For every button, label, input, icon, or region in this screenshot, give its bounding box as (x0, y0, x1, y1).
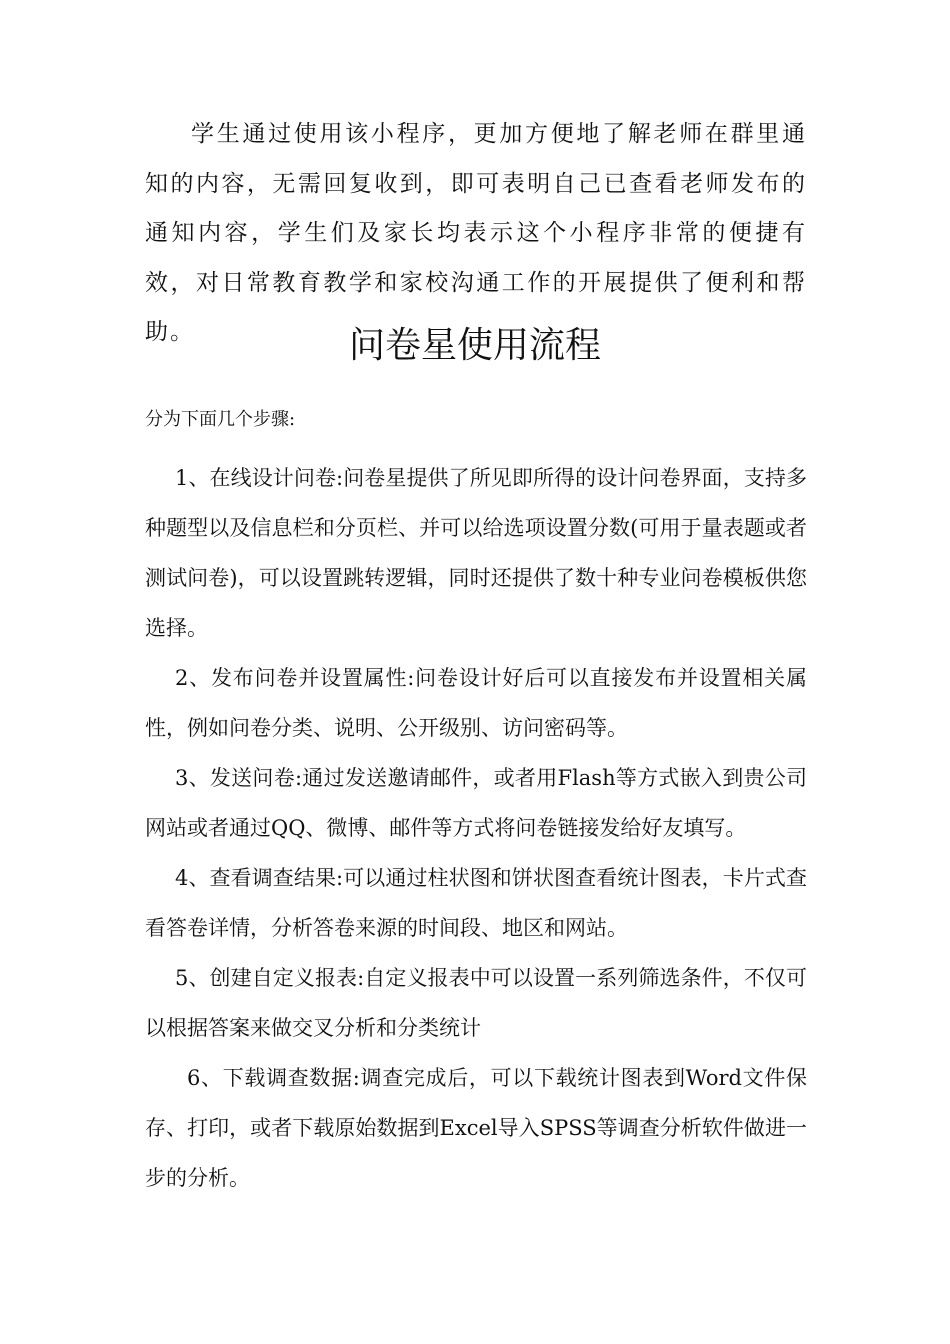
step-1: 1、在线设计问卷:问卷星提供了所见即所得的设计问卷界面，支持多种题型以及信息栏和分页栏、并可以给选项设置分数(可用于量表题或者测试问卷)，可以设置跳转逻辑，同时还提供了数十种专业问卷模板供您选择。 (145, 466, 807, 640)
step-6: 6、下载调查数据:调查完成后，可以下载统计图表到Word文件保存、打印，或者下载原始数据到Excel导入SPSS等调查分析软件做进一步的分析。 (145, 1066, 807, 1190)
intro-paragraph: 学生通过使用该小程序，更加方便地了解老师在群里通知的内容，无需回复收到，即可表明自己已查看老师发布的通知内容，学生们及家长均表示这个小程序非常的便捷有效，对日常教育教学和家校沟通工作的开展提供了便利和帮助。 (145, 121, 807, 345)
step-5: 5、创建自定义报表:自定义报表中可以设置一系列筛选条件，不仅可以根据答案来做交叉分析和分类统计 (145, 966, 807, 1040)
section-title: 问卷星使用流程 (348, 325, 601, 366)
step-3: 3、发送问卷:通过发送邀请邮件，或者用Flash等方式嵌入到贵公司网站或者通过QQ、微博、邮件等方式将问卷链接发给好友填写。 (145, 766, 807, 840)
steps-intro: 分为下面几个步骤: (145, 409, 296, 430)
step-4: 4、查看调查结果:可以通过柱状图和饼状图查看统计图表，卡片式查看答卷详情，分析答卷来源的时间段、地区和网站。 (145, 866, 807, 940)
steps-list (145, 453, 807, 1203)
step-2: 2、发布问卷并设置属性:问卷设计好后可以直接发布并设置相关属性，例如问卷分类、说明、公开级别、访问密码等。 (145, 666, 807, 740)
